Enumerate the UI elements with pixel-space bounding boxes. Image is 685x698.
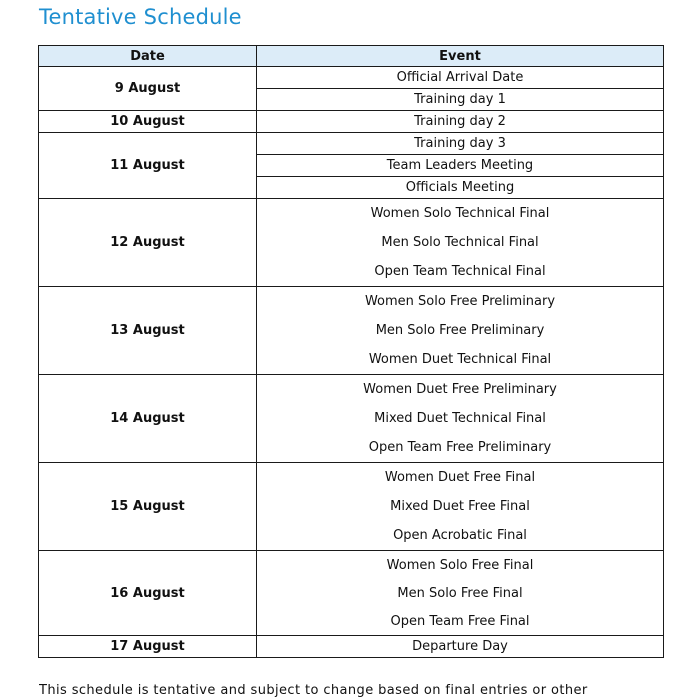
table-row [39, 111, 664, 133]
table-header-row [39, 46, 664, 67]
event-item: Open Acrobatic Final [393, 528, 527, 543]
date-cell: 17 August [39, 636, 257, 658]
event-item: Training day 3 [414, 136, 506, 151]
event-item: Men Solo Technical Final [381, 235, 539, 250]
events-cell [257, 551, 664, 636]
table-row [39, 287, 664, 375]
event-item: Mixed Duet Free Final [390, 499, 530, 514]
date-cell: 16 August [39, 551, 257, 636]
event-item: Official Arrival Date [396, 70, 524, 85]
event-item: Officials Meeting [257, 176, 663, 198]
event-column-header: Event [257, 46, 664, 67]
table-row [39, 375, 664, 463]
date-cell: 9 August [39, 67, 257, 111]
events-cell [257, 133, 664, 199]
date-column-header: Date [39, 46, 257, 67]
date-cell: 12 August [39, 199, 257, 287]
table-row [39, 636, 664, 658]
events-cell [257, 375, 664, 463]
event-item: Men Solo Free Preliminary [375, 323, 545, 338]
date-cell: 13 August [39, 287, 257, 375]
table-row [39, 67, 664, 111]
event-item: Women Solo Free Preliminary [364, 294, 556, 309]
schedule-table [38, 45, 664, 658]
table-row [39, 199, 664, 287]
event-item: Women Duet Free Preliminary [363, 382, 557, 397]
event-item: Team Leaders Meeting [257, 154, 663, 176]
date-cell: 15 August [39, 463, 257, 551]
event-item: Women Solo Technical Final [370, 206, 550, 221]
event-item: Training day 1 [257, 88, 663, 110]
footnote: This schedule is tentative and subject to change based on final entries or other [39, 683, 588, 698]
event-item: Women Duet Free Final [384, 470, 536, 485]
event-item: Training day 2 [414, 114, 506, 129]
events-cell [257, 287, 664, 375]
events-cell [257, 67, 664, 111]
events-cell [257, 199, 664, 287]
event-item: Women Solo Free Final [386, 557, 534, 573]
table-row [39, 133, 664, 199]
event-item: Men Solo Free Final [397, 585, 523, 601]
date-cell: 14 August [39, 375, 257, 463]
event-item: Women Duet Technical Final [368, 352, 552, 367]
events-cell [257, 636, 664, 658]
event-item: Departure Day [412, 639, 508, 654]
schedule-body [39, 67, 664, 658]
event-item: Mixed Duet Technical Final [374, 411, 546, 426]
events-cell [257, 111, 664, 133]
date-cell: 11 August [39, 133, 257, 199]
table-row [39, 551, 664, 636]
events-cell [257, 463, 664, 551]
event-item: Open Team Technical Final [374, 264, 546, 279]
event-item: Open Team Free Final [390, 613, 530, 629]
date-cell: 10 August [39, 111, 257, 133]
page-title: Tentative Schedule [39, 5, 242, 29]
event-item: Open Team Free Preliminary [368, 440, 552, 455]
table-row [39, 463, 664, 551]
